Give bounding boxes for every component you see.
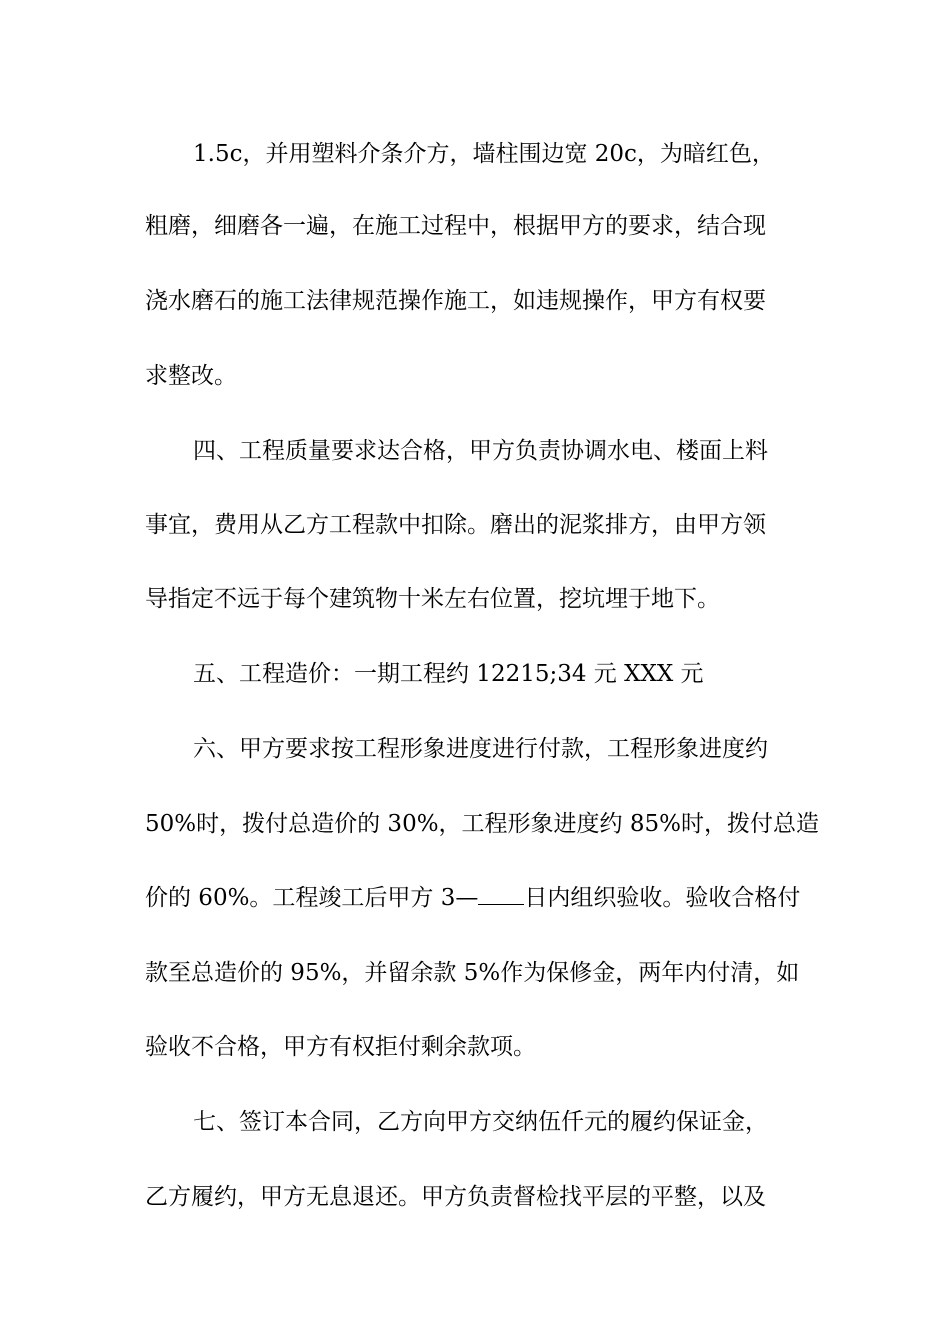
text-line: 七、签订本合同，乙方向甲方交纳伍仟元的履约保证金， bbox=[193, 1109, 768, 1135]
text-line: 六、甲方要求按工程形象进度进行付款，工程形象进度约 bbox=[193, 736, 768, 762]
text-line: 四、工程质量要求达合格，甲方负责协调水电、楼面上料 bbox=[193, 438, 768, 464]
text-line: 五、工程造价：一期工程约 12215;34 元 XXX 元 bbox=[193, 661, 704, 687]
text-line: 浇水磨石的施工法律规范操作施工，如违规操作，甲方有权要 bbox=[145, 288, 766, 314]
text-line: 粗磨，细磨各一遍，在施工过程中，根据甲方的要求，结合现 bbox=[145, 213, 766, 239]
text-line: 1.5c，并用塑料介条介方，墙柱围边宽 20c，为暗红色， bbox=[193, 141, 775, 167]
text-segment: 日内组织验收。验收合格付 bbox=[524, 885, 801, 911]
text-line-with-blank bbox=[145, 883, 800, 913]
text-line: 验收不合格，甲方有权拒付剩余款项。 bbox=[145, 1034, 536, 1060]
text-line: 事宜，费用从乙方工程款中扣除。磨出的泥浆排方，由甲方领 bbox=[145, 512, 766, 538]
text-line: 求整改。 bbox=[145, 363, 237, 389]
text-line: 50%时，拨付总造价的 30%，工程形象进度约 85%时，拨付总造 bbox=[145, 811, 819, 837]
text-line: 乙方履约，甲方无息退还。甲方负责督检找平层的平整，以及 bbox=[145, 1184, 766, 1210]
text-line: 导指定不远于每个建筑物十米左右位置，挖坑埋于地下。 bbox=[145, 586, 720, 612]
text-segment: 价的 60%。工程竣工后甲方 3— bbox=[145, 885, 479, 911]
text-line: 款至总造价的 95%，并留余款 5%作为保修金，两年内付清，如 bbox=[145, 960, 800, 986]
fill-in-blank bbox=[478, 886, 524, 905]
